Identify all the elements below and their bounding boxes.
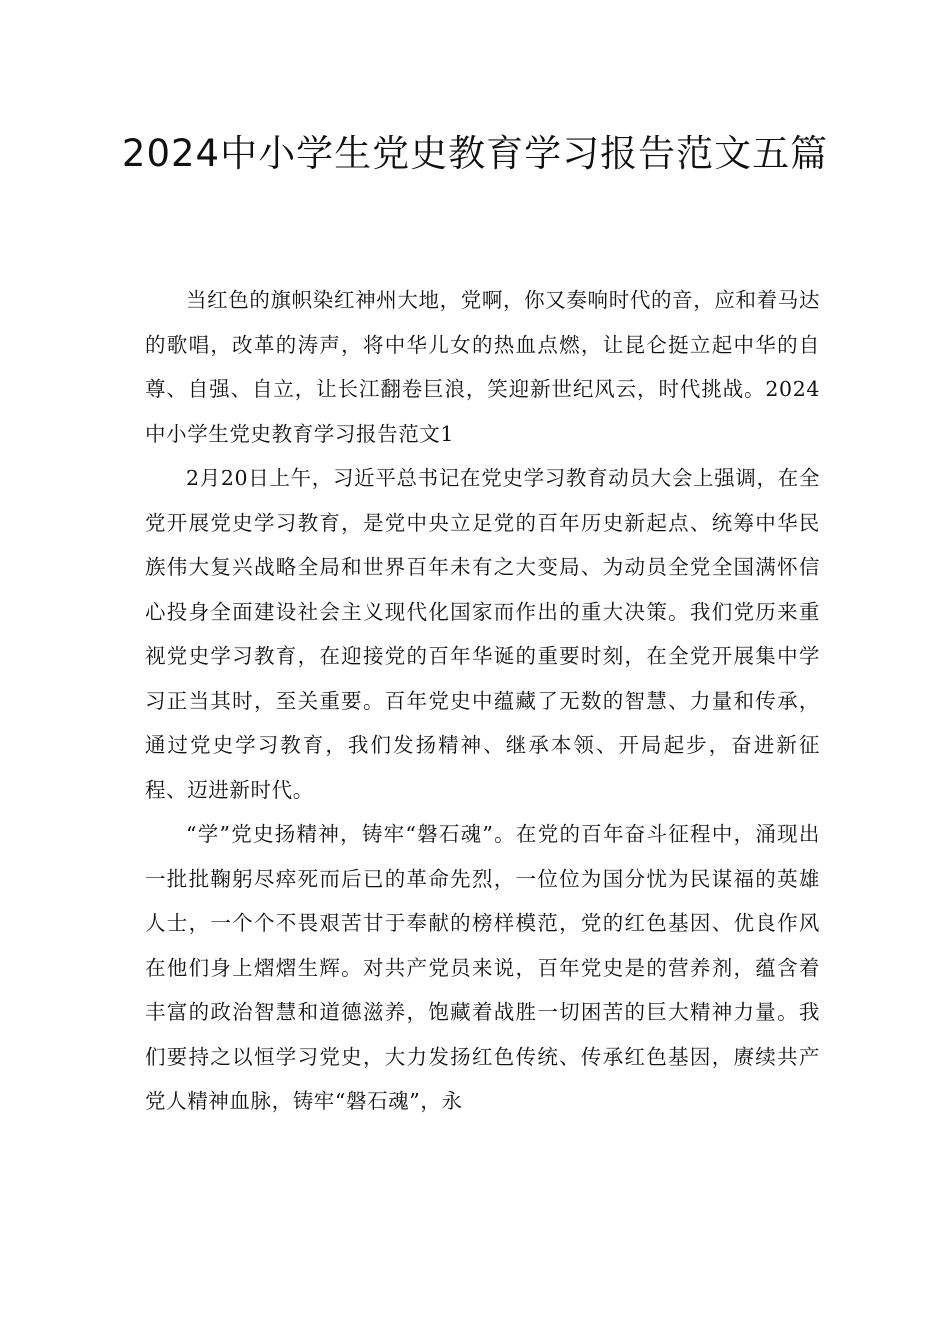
paragraph-2: 2月20日上午，习近平总书记在党史学习教育动员大会上强调，在全党开展党史学习教育，是党中央立足党的百年历史新起点、统筹中华民族伟大复兴战略全局和世界百年未有之大变局、为动员全党全国满怀信心投身全面建设社会主义现代化国家而作出的重大决策。我们党历来重视党史学习教育，在迎接党的百年华诞的重要时刻，在全党开展集中学习正当其时，至关重要。百年党史中蕴藏了无数的智慧、力量和传承，通过党史学习教育，我们发扬精神、继承本领、开局起步，奋进新征程、迈进新时代。 bbox=[145, 466, 820, 802]
document-title: 2024中小学生党史教育学习报告范文五篇 bbox=[121, 132, 829, 175]
paragraph-3: “学”党史扬精神，铸牢“磐石魂”。在党的百年奋斗征程中，涌现出一批批鞠躬尽瘁死而后已的革命先烈，一位位为国分忧为民谋福的英雄人士，一个个不畏艰苦甘于奉献的榜样模范，党的红色基因、优良作风在他们身上熠熠生辉。对共产党员来说，百年党史是的营养剂，蕴含着丰富的政治智慧和道德滋养，饱藏着战胜一切困苦的巨大精神力量。我们要持之以恒学习党史，大力发扬红色传统、传承红色基因，赓续共产党人精神血脉，铸牢“磐石魂”，永 bbox=[145, 822, 820, 1113]
paragraph-1: 当红色的旗帜染红神州大地，党啊，你又奏响时代的音，应和着马达的歌唱，改革的涛声，将中华儿女的热血点燃，让昆仑挺立起中华的自尊、自强、自立，让长江翻卷巨浪，笑迎新世纪风云，时代挑战。2024中小学生党史教育学习报告范文1 bbox=[145, 288, 820, 446]
document-body bbox=[145, 278, 820, 1124]
